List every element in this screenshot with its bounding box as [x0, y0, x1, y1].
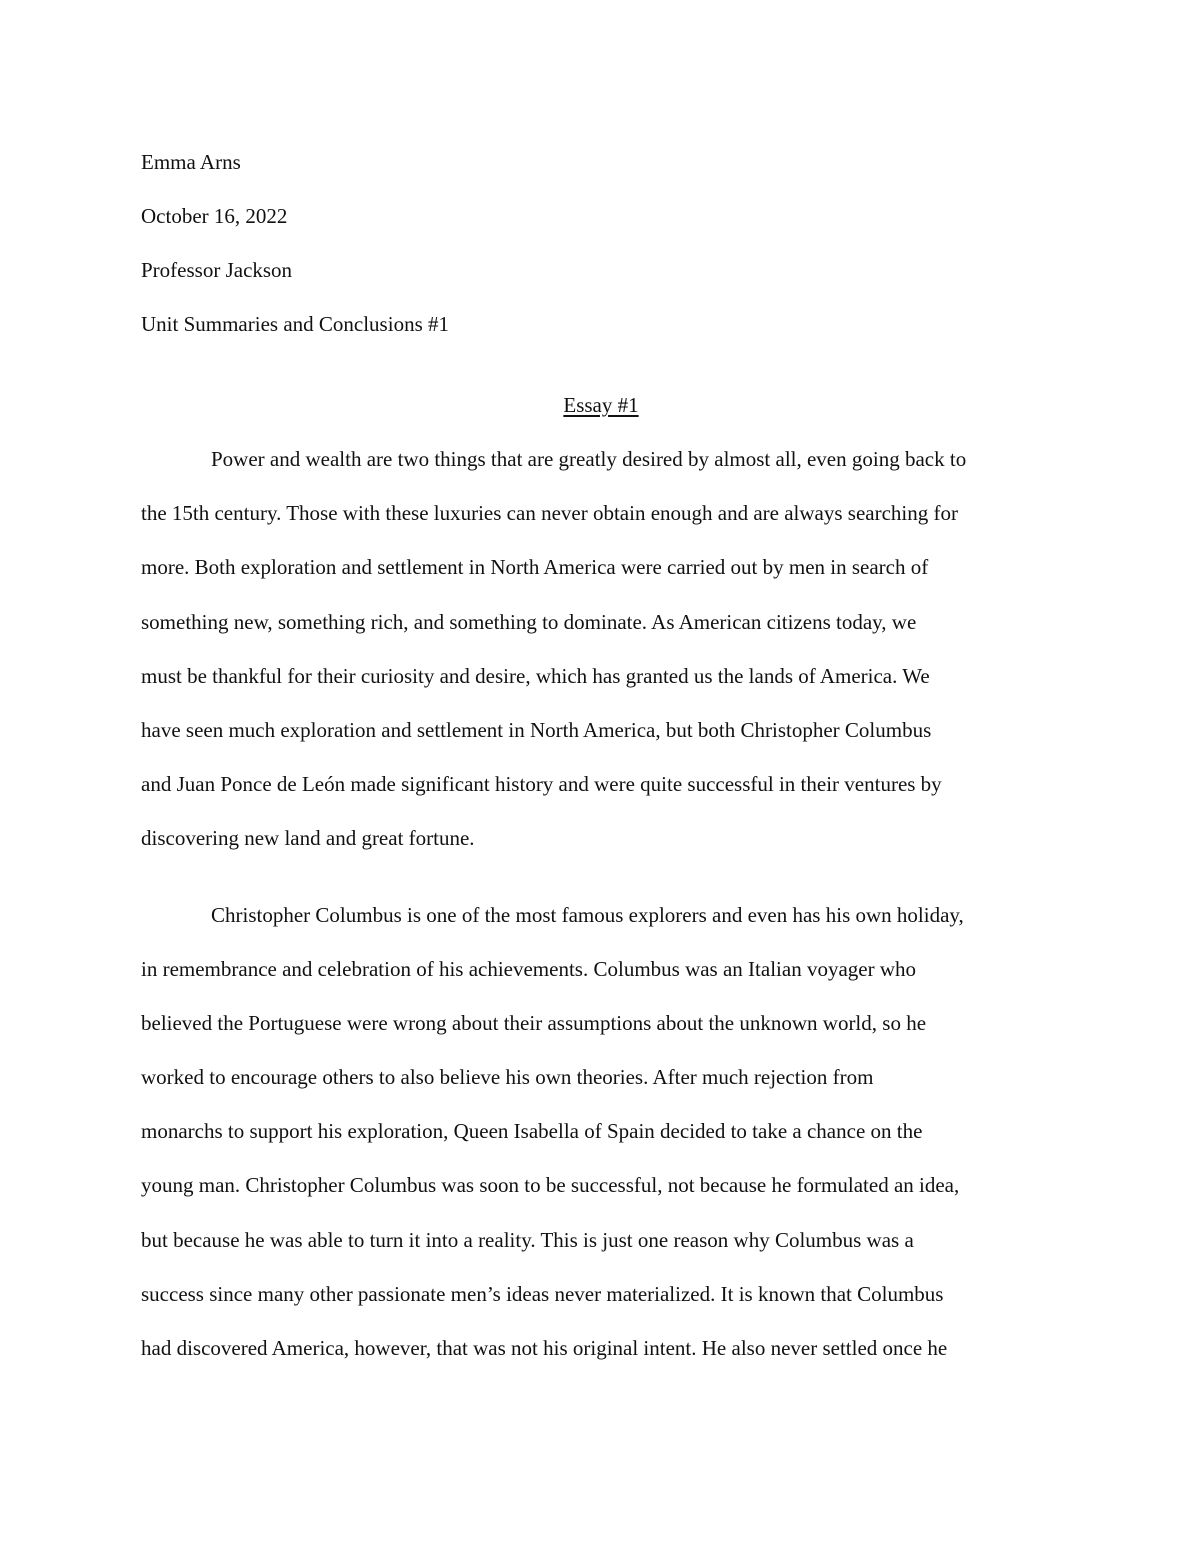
paragraph-line: more. Both exploration and settlement in North America were carried out by men in search of [141, 555, 929, 580]
paragraph-line: believed the Portuguese were wrong about their assumptions about the unknown world, so he [141, 1010, 927, 1035]
paragraph-line: young man. Christopher Columbus was soon to be successful, not because he formulated an idea, [141, 1173, 960, 1198]
document-content [141, 135, 1061, 1375]
paragraph-line: must be thankful for their curiosity and desire, which has granted us the lands of America. We [141, 663, 930, 688]
paragraph-line: something new, something rich, and something to dominate. As American citizens today, we [141, 609, 917, 634]
paragraph-line: have seen much exploration and settlement in North America, but both Christopher Columbus [141, 717, 932, 742]
essay-title: Essay #1 [563, 393, 639, 417]
paragraph-2 [141, 888, 1061, 1376]
paragraph-line: the 15th century. Those with these luxuries can never obtain enough and are always searching for [141, 501, 958, 526]
instructor-name: Professor Jackson [141, 258, 293, 282]
course-title: Unit Summaries and Conclusions #1 [141, 312, 449, 336]
paragraph-line: had discovered America, however, that was not his original intent. He also never settled once he [141, 1336, 948, 1360]
paragraph-line: and Juan Ponce de León made significant history and were quite successful in their ventures by [141, 772, 942, 797]
paragraph-line: success since many other passionate men’s ideas never materialized. It is known that Columbus [141, 1281, 944, 1306]
paragraph-line: Power and wealth are two things that are greatly desired by almost all, even going back to [211, 447, 967, 471]
paragraph-line: worked to encourage others to also believe his own theories. After much rejection from [141, 1065, 874, 1090]
paragraph-line: discovering new land and great fortune. [141, 826, 475, 851]
paragraph-line: Christopher Columbus is one of the most famous explorers and even has his own holiday, [211, 902, 964, 927]
essay-date: October 16, 2022 [141, 204, 288, 228]
paragraph-line: but because he was able to turn it into a reality. This is just one reason why Columbus was a [141, 1227, 914, 1252]
paragraph-line: in remembrance and celebration of his achievements. Columbus was an Italian voyager who [141, 956, 916, 981]
paragraph-1 [141, 432, 1061, 866]
paragraph-line: monarchs to support his exploration, Queen Isabella of Spain decided to take a chance on the [141, 1119, 923, 1144]
author-name: Emma Arns [141, 150, 241, 174]
